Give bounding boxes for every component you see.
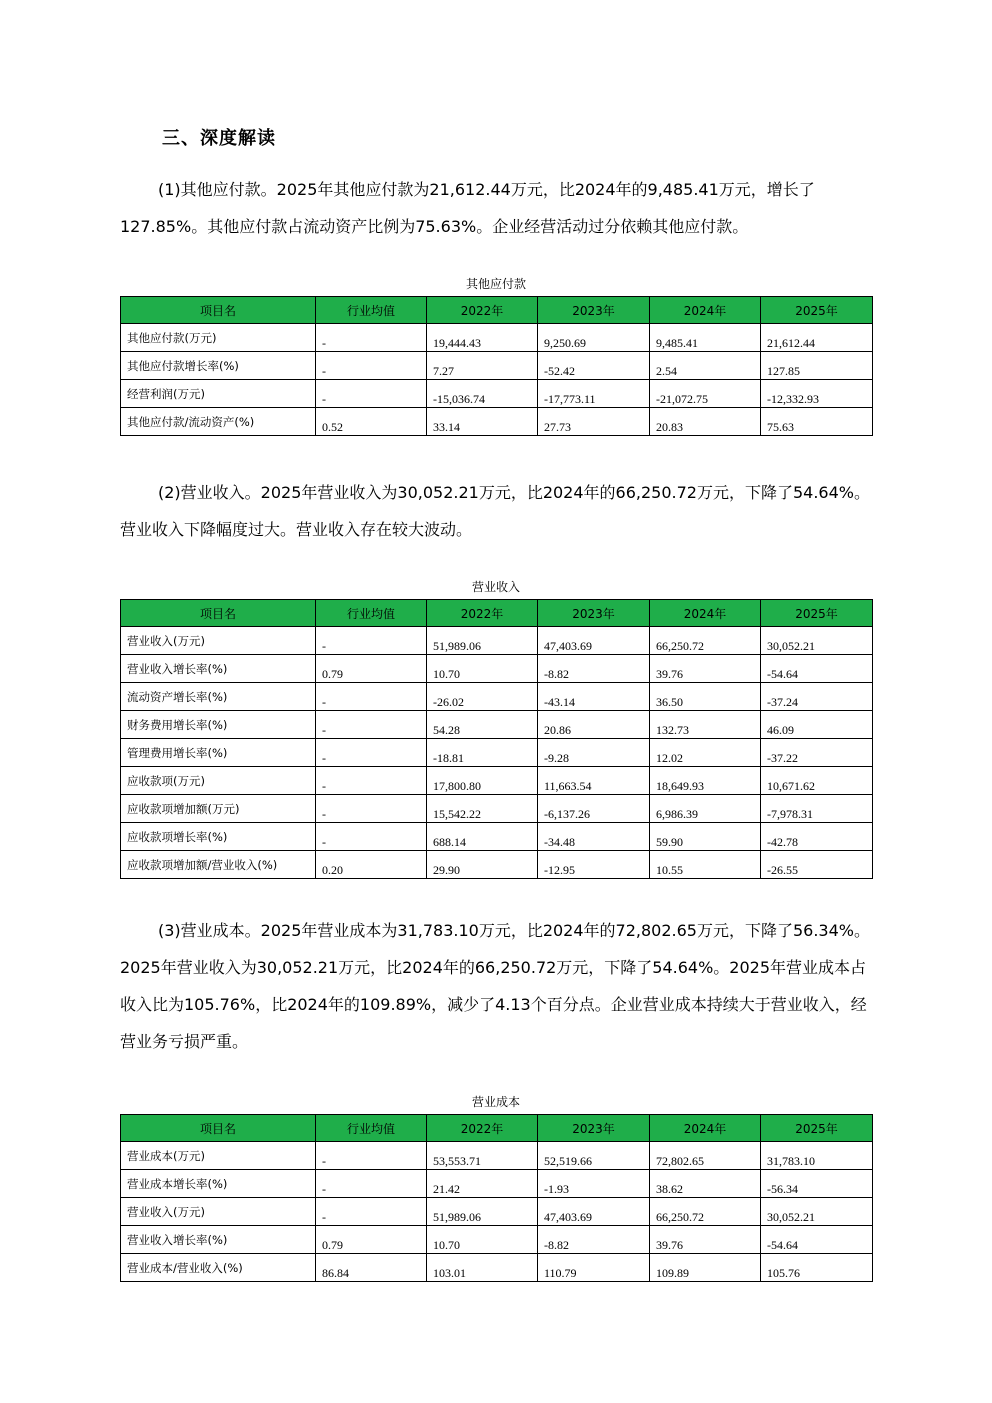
table-row: [121, 324, 873, 352]
table-cell: -43.14: [538, 683, 650, 711]
table-cell: 66,250.72: [650, 627, 761, 655]
table-row: [121, 380, 873, 408]
table-cell: 27.73: [538, 408, 650, 436]
row-label: 营业收入(万元): [121, 627, 316, 655]
header-cell: 2023年: [538, 297, 650, 324]
table-cell: 9,250.69: [538, 324, 650, 352]
table-cell: 86.84: [316, 1254, 427, 1282]
table-cell: 9,485.41: [650, 324, 761, 352]
table-cell: 0.52: [316, 408, 427, 436]
row-label: 经营利润(万元): [121, 380, 316, 408]
table-cell: 688.14: [427, 823, 538, 851]
header-cell: 项目名: [121, 297, 316, 324]
table-cell: 31,783.10: [761, 1142, 873, 1170]
table-cell: 20.86: [538, 711, 650, 739]
table-cell: -54.64: [761, 1226, 873, 1254]
table-row: [121, 1198, 873, 1226]
row-label: 营业收入增长率(%): [121, 1226, 316, 1254]
table-cell: -37.24: [761, 683, 873, 711]
table-row: [121, 767, 873, 795]
table-cell: 47,403.69: [538, 627, 650, 655]
table-cell: -17,773.11: [538, 380, 650, 408]
table-cell: 72,802.65: [650, 1142, 761, 1170]
table-header-row: [121, 600, 873, 627]
table-row: [121, 739, 873, 767]
header-cell: 行业均值: [316, 1115, 427, 1142]
row-label: 营业收入(万元): [121, 1198, 316, 1226]
row-label: 应收款项增加额/营业收入(%): [121, 851, 316, 879]
table-cell: 10,671.62: [761, 767, 873, 795]
table-cell: 105.76: [761, 1254, 873, 1282]
table-cell: -18.81: [427, 739, 538, 767]
table-row: [121, 352, 873, 380]
table-cell: 21.42: [427, 1170, 538, 1198]
table-cell: 17,800.80: [427, 767, 538, 795]
table-row: [121, 823, 873, 851]
table-cell: 36.50: [650, 683, 761, 711]
table-cell: 39.76: [650, 1226, 761, 1254]
row-label: 财务费用增长率(%): [121, 711, 316, 739]
table-cell: 38.62: [650, 1170, 761, 1198]
table-cell: 47,403.69: [538, 1198, 650, 1226]
table-cell: -26.55: [761, 851, 873, 879]
table-cell: -15,036.74: [427, 380, 538, 408]
table-cell: 30,052.21: [761, 1198, 873, 1226]
row-label: 营业成本(万元): [121, 1142, 316, 1170]
table-revenue: [120, 599, 873, 879]
table-cell: 109.89: [650, 1254, 761, 1282]
table-cell: -: [316, 823, 427, 851]
paragraph-other-payables: (1)其他应付款。2025年其他应付款为21,612.44万元，比2024年的9,485.41万元，增长了127.85%。其他应付款占流动资产比例为75.63%。企业经营活动过分依赖其他应付款。: [120, 180, 815, 236]
row-label: 营业成本/营业收入(%): [121, 1254, 316, 1282]
table-row: [121, 1142, 873, 1170]
table-cell: -21,072.75: [650, 380, 761, 408]
header-cell: 2025年: [761, 600, 873, 627]
table-cell: 0.20: [316, 851, 427, 879]
table-cell: 51,989.06: [427, 627, 538, 655]
table-cell: -37.22: [761, 739, 873, 767]
table-cell: 30,052.21: [761, 627, 873, 655]
table-cell: 10.70: [427, 1226, 538, 1254]
header-cell: 2025年: [761, 297, 873, 324]
table-cell: -6,137.26: [538, 795, 650, 823]
table-row: [121, 655, 873, 683]
table-cell: 10.70: [427, 655, 538, 683]
table-cell: 21,612.44: [761, 324, 873, 352]
table-cell: -: [316, 767, 427, 795]
table-cell: 10.55: [650, 851, 761, 879]
header-cell: 2024年: [650, 297, 761, 324]
table-cell: -12,332.93: [761, 380, 873, 408]
row-label: 管理费用增长率(%): [121, 739, 316, 767]
row-label: 应收款项增长率(%): [121, 823, 316, 851]
table-cell: -1.93: [538, 1170, 650, 1198]
table-row: [121, 795, 873, 823]
table-cell: -56.34: [761, 1170, 873, 1198]
table-cell: -: [316, 683, 427, 711]
header-cell: 行业均值: [316, 600, 427, 627]
table-header-row: [121, 297, 873, 324]
table-cell: 52,519.66: [538, 1142, 650, 1170]
table-row: [121, 1254, 873, 1282]
table-cell: 11,663.54: [538, 767, 650, 795]
table-cell: -: [316, 324, 427, 352]
table-cell: -7,978.31: [761, 795, 873, 823]
table-header-row: [121, 1115, 873, 1142]
header-cell: 2022年: [427, 297, 538, 324]
table-caption-other-payables: 其他应付款: [465, 277, 526, 291]
table-cell: 127.85: [761, 352, 873, 380]
table-row: [121, 1226, 873, 1254]
table-cell: -34.48: [538, 823, 650, 851]
table-cell: 53,553.71: [427, 1142, 538, 1170]
table-cell: -54.64: [761, 655, 873, 683]
table-cell: -8.82: [538, 655, 650, 683]
table-cell: -: [316, 795, 427, 823]
table-cell: -: [316, 1142, 427, 1170]
row-label: 其他应付款/流动资产(%): [121, 408, 316, 436]
section-heading: 三、深度解读: [162, 128, 276, 149]
table-cell: -: [316, 711, 427, 739]
header-cell: 2023年: [538, 600, 650, 627]
table-cell: 19,444.43: [427, 324, 538, 352]
row-label: 其他应付款增长率(%): [121, 352, 316, 380]
table-cell: 132.73: [650, 711, 761, 739]
table-cell: 103.01: [427, 1254, 538, 1282]
table-row: [121, 683, 873, 711]
table-cell: -42.78: [761, 823, 873, 851]
row-label: 应收款项(万元): [121, 767, 316, 795]
table-cell: 0.79: [316, 1226, 427, 1254]
table-cell: 39.76: [650, 655, 761, 683]
table-cell: 33.14: [427, 408, 538, 436]
table-cell: 54.28: [427, 711, 538, 739]
row-label: 其他应付款(万元): [121, 324, 316, 352]
row-label: 营业收入增长率(%): [121, 655, 316, 683]
table-row: [121, 627, 873, 655]
table-cell: 59.90: [650, 823, 761, 851]
row-label: 应收款项增加额(万元): [121, 795, 316, 823]
table-cell: 18,649.93: [650, 767, 761, 795]
table-caption-operating-cost: 营业成本: [471, 1095, 520, 1109]
header-cell: 2024年: [650, 600, 761, 627]
table-row: [121, 1170, 873, 1198]
table-cell: -: [316, 1170, 427, 1198]
header-cell: 2025年: [761, 1115, 873, 1142]
table-cell: 29.90: [427, 851, 538, 879]
row-label: 营业成本增长率(%): [121, 1170, 316, 1198]
table-cell: -: [316, 1198, 427, 1226]
table-cell: 66,250.72: [650, 1198, 761, 1226]
paragraph-operating-cost: (3)营业成本。2025年营业成本为31,783.10万元，比2024年的72,802.65万元，下降了56.34%。2025年营业收入为30,052.21万元，比2024年的66,250.72万元，下降了54.64%。2025年营业成本占收入比为105.76%，比2024年的109.89%，减少了4.13个百分点。企业营业成本持续大于营业收入，经营业务亏损严重。: [120, 921, 870, 1051]
table-cell: -52.42: [538, 352, 650, 380]
header-cell: 2022年: [427, 600, 538, 627]
table-cell: 12.02: [650, 739, 761, 767]
table-cell: -26.02: [427, 683, 538, 711]
table-cell: 6,986.39: [650, 795, 761, 823]
table-cell: -: [316, 627, 427, 655]
row-label: 流动资产增长率(%): [121, 683, 316, 711]
table-cell: -12.95: [538, 851, 650, 879]
paragraph-revenue: (2)营业收入。2025年营业收入为30,052.21万元，比2024年的66,250.72万元，下降了54.64%。营业收入下降幅度过大。营业收入存在较大波动。: [120, 483, 870, 539]
table-cell: -: [316, 739, 427, 767]
table-cell: 15,542.22: [427, 795, 538, 823]
table-caption-revenue: 营业收入: [471, 580, 520, 594]
table-cell: 20.83: [650, 408, 761, 436]
header-cell: 2024年: [650, 1115, 761, 1142]
table-cell: -: [316, 352, 427, 380]
table-operating-cost: [120, 1114, 873, 1282]
table-cell: -: [316, 380, 427, 408]
table-cell: 51,989.06: [427, 1198, 538, 1226]
table-other-payables: [120, 296, 873, 436]
header-cell: 2023年: [538, 1115, 650, 1142]
table-cell: 7.27: [427, 352, 538, 380]
header-cell: 2022年: [427, 1115, 538, 1142]
header-cell: 项目名: [121, 600, 316, 627]
table-cell: 0.79: [316, 655, 427, 683]
table-cell: -8.82: [538, 1226, 650, 1254]
table-cell: 75.63: [761, 408, 873, 436]
table-row: [121, 851, 873, 879]
header-cell: 项目名: [121, 1115, 316, 1142]
table-cell: 2.54: [650, 352, 761, 380]
table-row: [121, 408, 873, 436]
table-cell: 46.09: [761, 711, 873, 739]
table-row: [121, 711, 873, 739]
table-cell: -9.28: [538, 739, 650, 767]
table-cell: 110.79: [538, 1254, 650, 1282]
header-cell: 行业均值: [316, 297, 427, 324]
